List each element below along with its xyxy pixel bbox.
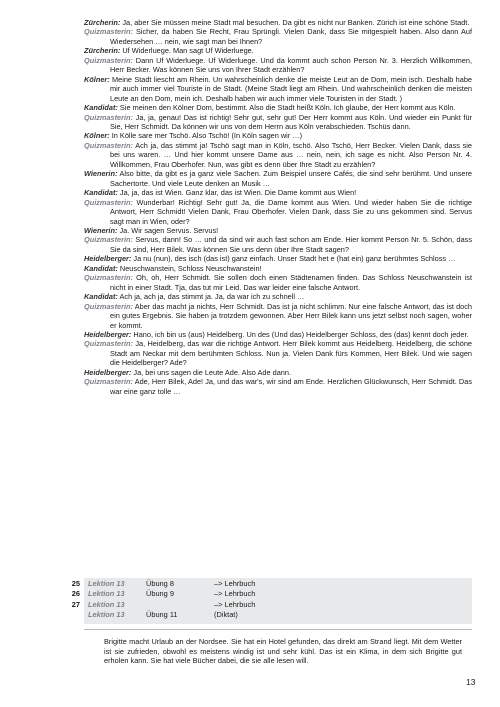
dialogue-line (84, 113, 472, 132)
speaker-label: Zürcherin: (84, 18, 121, 27)
speech-text: Ja, Heidelberg, das war die richtige Antwort. Herr Bilek kommt aus Heidelberg. Heidelberg, die schöne Stadt am Neckar mit dem berühmten Schloss. Nun ja. Vielen Dank fürs Kommen, Herr Bilek. Und wie sagen die Heidelberger? Ade? (110, 339, 472, 368)
speech-text: Meine Stadt liescht am Rhein. Un wahrscheinlich denke die meiste Leut an de Dom, mein isch. Deshalb habe mir auch immer viel Touriste in de Stadt. (Meine Stadt liegt am Rhein. Und wahrscheinlich denken die meisten Leute an den Dom, mein ich. Deshalb haben wir auch immer viele Touristen in der Stadt. ) (110, 74, 473, 103)
lesson-row (71, 589, 472, 599)
speech-text: Sie meinen den Kölner Dom, bestimmt. Also die Stadt heißt Köln. Ich glaube, der Herr kommt aus Köln. (119, 103, 456, 113)
reference-target: (Diktat) (214, 609, 238, 619)
speaker-label: Quizmasterin: (84, 235, 133, 245)
speech-text: In Kölle sare mer Tschö. Also Tschö! (In Köln sagen wir …) (111, 131, 303, 141)
dialogue-line (84, 302, 472, 330)
lesson-row (71, 599, 472, 609)
lesson-label: Lektion 13 (88, 589, 125, 599)
speech-text: Ja, ja, genau! Das ist richtig! Sehr gut, sehr gut! Der Herr kommt aus Köln. Und wieder ein Punkt für Sie, Herr Schmidt. Da können wir uns von dem Herrn aus Köln verabschieden. Tschüs dann. (110, 112, 472, 131)
dialogue-line (84, 103, 472, 112)
dialogue-line (84, 226, 472, 235)
speech-text: Wunderbar! Richtig! Sehr gut! Ja, die Dame kommt aus Wien. Und wieder haben Sie die richtige Antwort, Herr Schmidt! Vielen Dank, Frau Oberhofer. Vielen Dank, dass Sie zu uns gekommen sind. Servus sagt man in Wien, oder? (110, 197, 472, 226)
speech-text: Ade, Herr Bilek, Ade! Ja, und das war's, wir sind am Ende. Herzlichen Glückwunsch, Herr Schmidt. Das war eine ganz tolle … (110, 377, 472, 396)
speaker-label: Quizmasterin: (84, 339, 133, 349)
speaker-label: Zürcherin: (84, 46, 121, 56)
speaker-label: Quizmasterin: (84, 140, 133, 150)
speech-text: Ja, aber Sie müssen meine Stadt mal besuchen. Da gibt es nicht nur Banken. Zürich ist eine schöne Stadt. (122, 18, 470, 27)
dictation-text: Brigitte macht Urlaub an der Nordsee. Sie hat ein Hotel gefunden, das direkt am Strand liegt. Mit dem Wetter ist sie zufrieden, obwohl es meistens windig ist und sehr kühl. Das ist ein Klima, in dem sich Brigitte gut erholen kann. Sie hat viele Bücher dabei, die sie alle lesen will. (104, 637, 462, 666)
speech-text: Uf Widerluege. Man sagt Uf Widerluege. (122, 46, 254, 56)
dialogue-line (84, 27, 472, 46)
dialogue-line (84, 235, 472, 254)
dialogue-line (84, 75, 472, 103)
speaker-label: Kölner: (84, 74, 110, 84)
speaker-label: Kandidat: (84, 103, 118, 113)
divider (84, 629, 472, 630)
exercise-label: Übung 9 (146, 589, 174, 599)
page-number: 13 (466, 677, 476, 687)
dialogue-line (84, 377, 472, 396)
dialogue-line (84, 169, 472, 188)
speech-text: Neuschwanstein, Schloss Neuschwanstein! (119, 263, 262, 273)
speech-text: Oh, oh, Herr Schmidt. Sie sollen doch einen Städtenamen finden. Das Schloss Neuschwanstein ist nicht in einer Stadt. Tja, das tut mir Leid. Das war leider eine falsche Antwort. (110, 273, 472, 292)
speech-text: Ach ja, das stimmt ja! Tschö sagt man in Köln, tschö. Also Tschö, Herr Becker. Vielen Dank, dass sie bei uns waren. … Und hier kommt unsere Dame aus … nein, nein, ich sage es nicht. Also Person Nr. 4. Willkommen, Frau Oberhofer. Nun, was gibt es denn über Ihre Stadt zu erzählen? (110, 140, 472, 169)
lesson-row (84, 610, 472, 619)
speaker-label: Quizmasterin: (84, 55, 133, 65)
dialogue-line (84, 254, 472, 263)
dialogue-line (84, 141, 472, 169)
lesson-label: Lektion 13 (88, 609, 125, 619)
track-number: 27 (71, 599, 80, 609)
speech-text: Ja, ja, das ist Wien. Ganz klar, das ist Wien. Die Dame kommt aus Wien! (119, 188, 357, 198)
track-number: 25 (71, 579, 80, 588)
speech-text: Ach ja, ach ja, das stimmt ja. Ja, da war ich zu schnell … (119, 292, 305, 302)
speaker-label: Wienerin: (84, 225, 118, 235)
reference-target: –> Lehrbuch (214, 579, 256, 588)
speech-text: Servus, dann! So … und da sind wir auch fast schon am Ende. Hier kommt Person Nr. 5. Schön, dass Sie da sind, Herr Bilek. Was können Sie uns denn über Ihre Stadt sagen? (110, 235, 472, 254)
speaker-label: Quizmasterin: (84, 197, 133, 207)
dialogue-line (84, 46, 472, 55)
dialogue-line (84, 264, 472, 273)
dialogue-line (84, 188, 472, 197)
reference-target: –> Lehrbuch (214, 599, 256, 609)
speaker-label: Quizmasterin: (84, 273, 133, 283)
speech-text: Ja. Wir sagen Servus. Servus! (119, 225, 219, 235)
dialogue-line (84, 368, 472, 377)
speaker-label: Quizmasterin: (84, 377, 133, 387)
lesson-reference-box (71, 578, 472, 624)
speaker-label: Quizmasterin: (84, 112, 133, 122)
speaker-label: Kandidat: (84, 263, 118, 273)
dialogue-line (84, 56, 472, 75)
dialogue-line (84, 339, 472, 367)
track-number: 26 (71, 589, 80, 599)
speaker-label: Heidelberger: (84, 367, 132, 377)
exercise-label: Übung 11 (146, 609, 178, 619)
speaker-label: Kölner: (84, 131, 110, 141)
dialogue-line (84, 198, 472, 226)
speaker-label: Kandidat: (84, 292, 118, 302)
speech-text: Ja nu (nun), des isch (das ist) ganz einfach. Unser Stadt het e (hat ein) ganz berühmtes Schloss … (133, 254, 456, 264)
speech-text: Ja, bei uns sagen die Leute Ade. Also Ade dann. (133, 367, 291, 377)
speech-text: Sicher, da haben Sie Recht, Frau Sprüngli. Vielen Dank, dass Sie mitgespielt haben. Also dann Auf Wiedersehen … nein, wie sagt man bei Ihnen? (110, 27, 472, 46)
lesson-label: Lektion 13 (88, 579, 125, 588)
speaker-label: Wienerin: (84, 169, 118, 179)
speaker-label: Quizmasterin: (84, 27, 133, 37)
speech-text: Aber das macht ja nichts, Herr Schmidt. Das ist ja nicht schlimm. Nur eine falsche Antwort, das ist doch ein gutes Ergebnis. Sie haben ja trotzdem gewonnen. Aber Herr Bilek kann uns jetzt selbst noch sagen, woher er kommt. (110, 301, 472, 330)
speech-text: Dann Uf Widerluege. Uf Widerluege. Und da kommt auch schon Person Nr. 3. Herzlich Willkommen, Herr Becker. Was können Sie uns von Ihrer Stadt erzählen? (110, 55, 472, 75)
lesson-row (71, 579, 472, 588)
speaker-label: Kandidat: (84, 188, 118, 198)
reference-target: –> Lehrbuch (214, 589, 256, 599)
dialogue-line (84, 292, 472, 301)
dialogue-line (84, 18, 472, 27)
speaker-label: Quizmasterin: (84, 301, 133, 311)
dialogue-transcript (84, 18, 472, 396)
exercise-label: Übung 8 (146, 579, 174, 588)
speaker-label: Heidelberger: (84, 329, 132, 339)
dialogue-line (84, 273, 472, 292)
speaker-label: Heidelberger: (84, 254, 132, 264)
dialogue-line (84, 131, 472, 140)
speech-text: Hano, ich bin us (aus) Heidelberg. Un des (Und das) Heidelberger Schloss, des (das) kennt doch jeder. (133, 329, 469, 339)
speech-text: Also bitte, da gibt es ja ganz viele Sachen. Zum Beispiel unsere Cafés, die sind sehr berühmt. Und unsere Sachertorte. Und viele Leute denken an Musik … (110, 169, 472, 188)
dialogue-line (84, 330, 472, 339)
lesson-label: Lektion 13 (88, 599, 125, 609)
